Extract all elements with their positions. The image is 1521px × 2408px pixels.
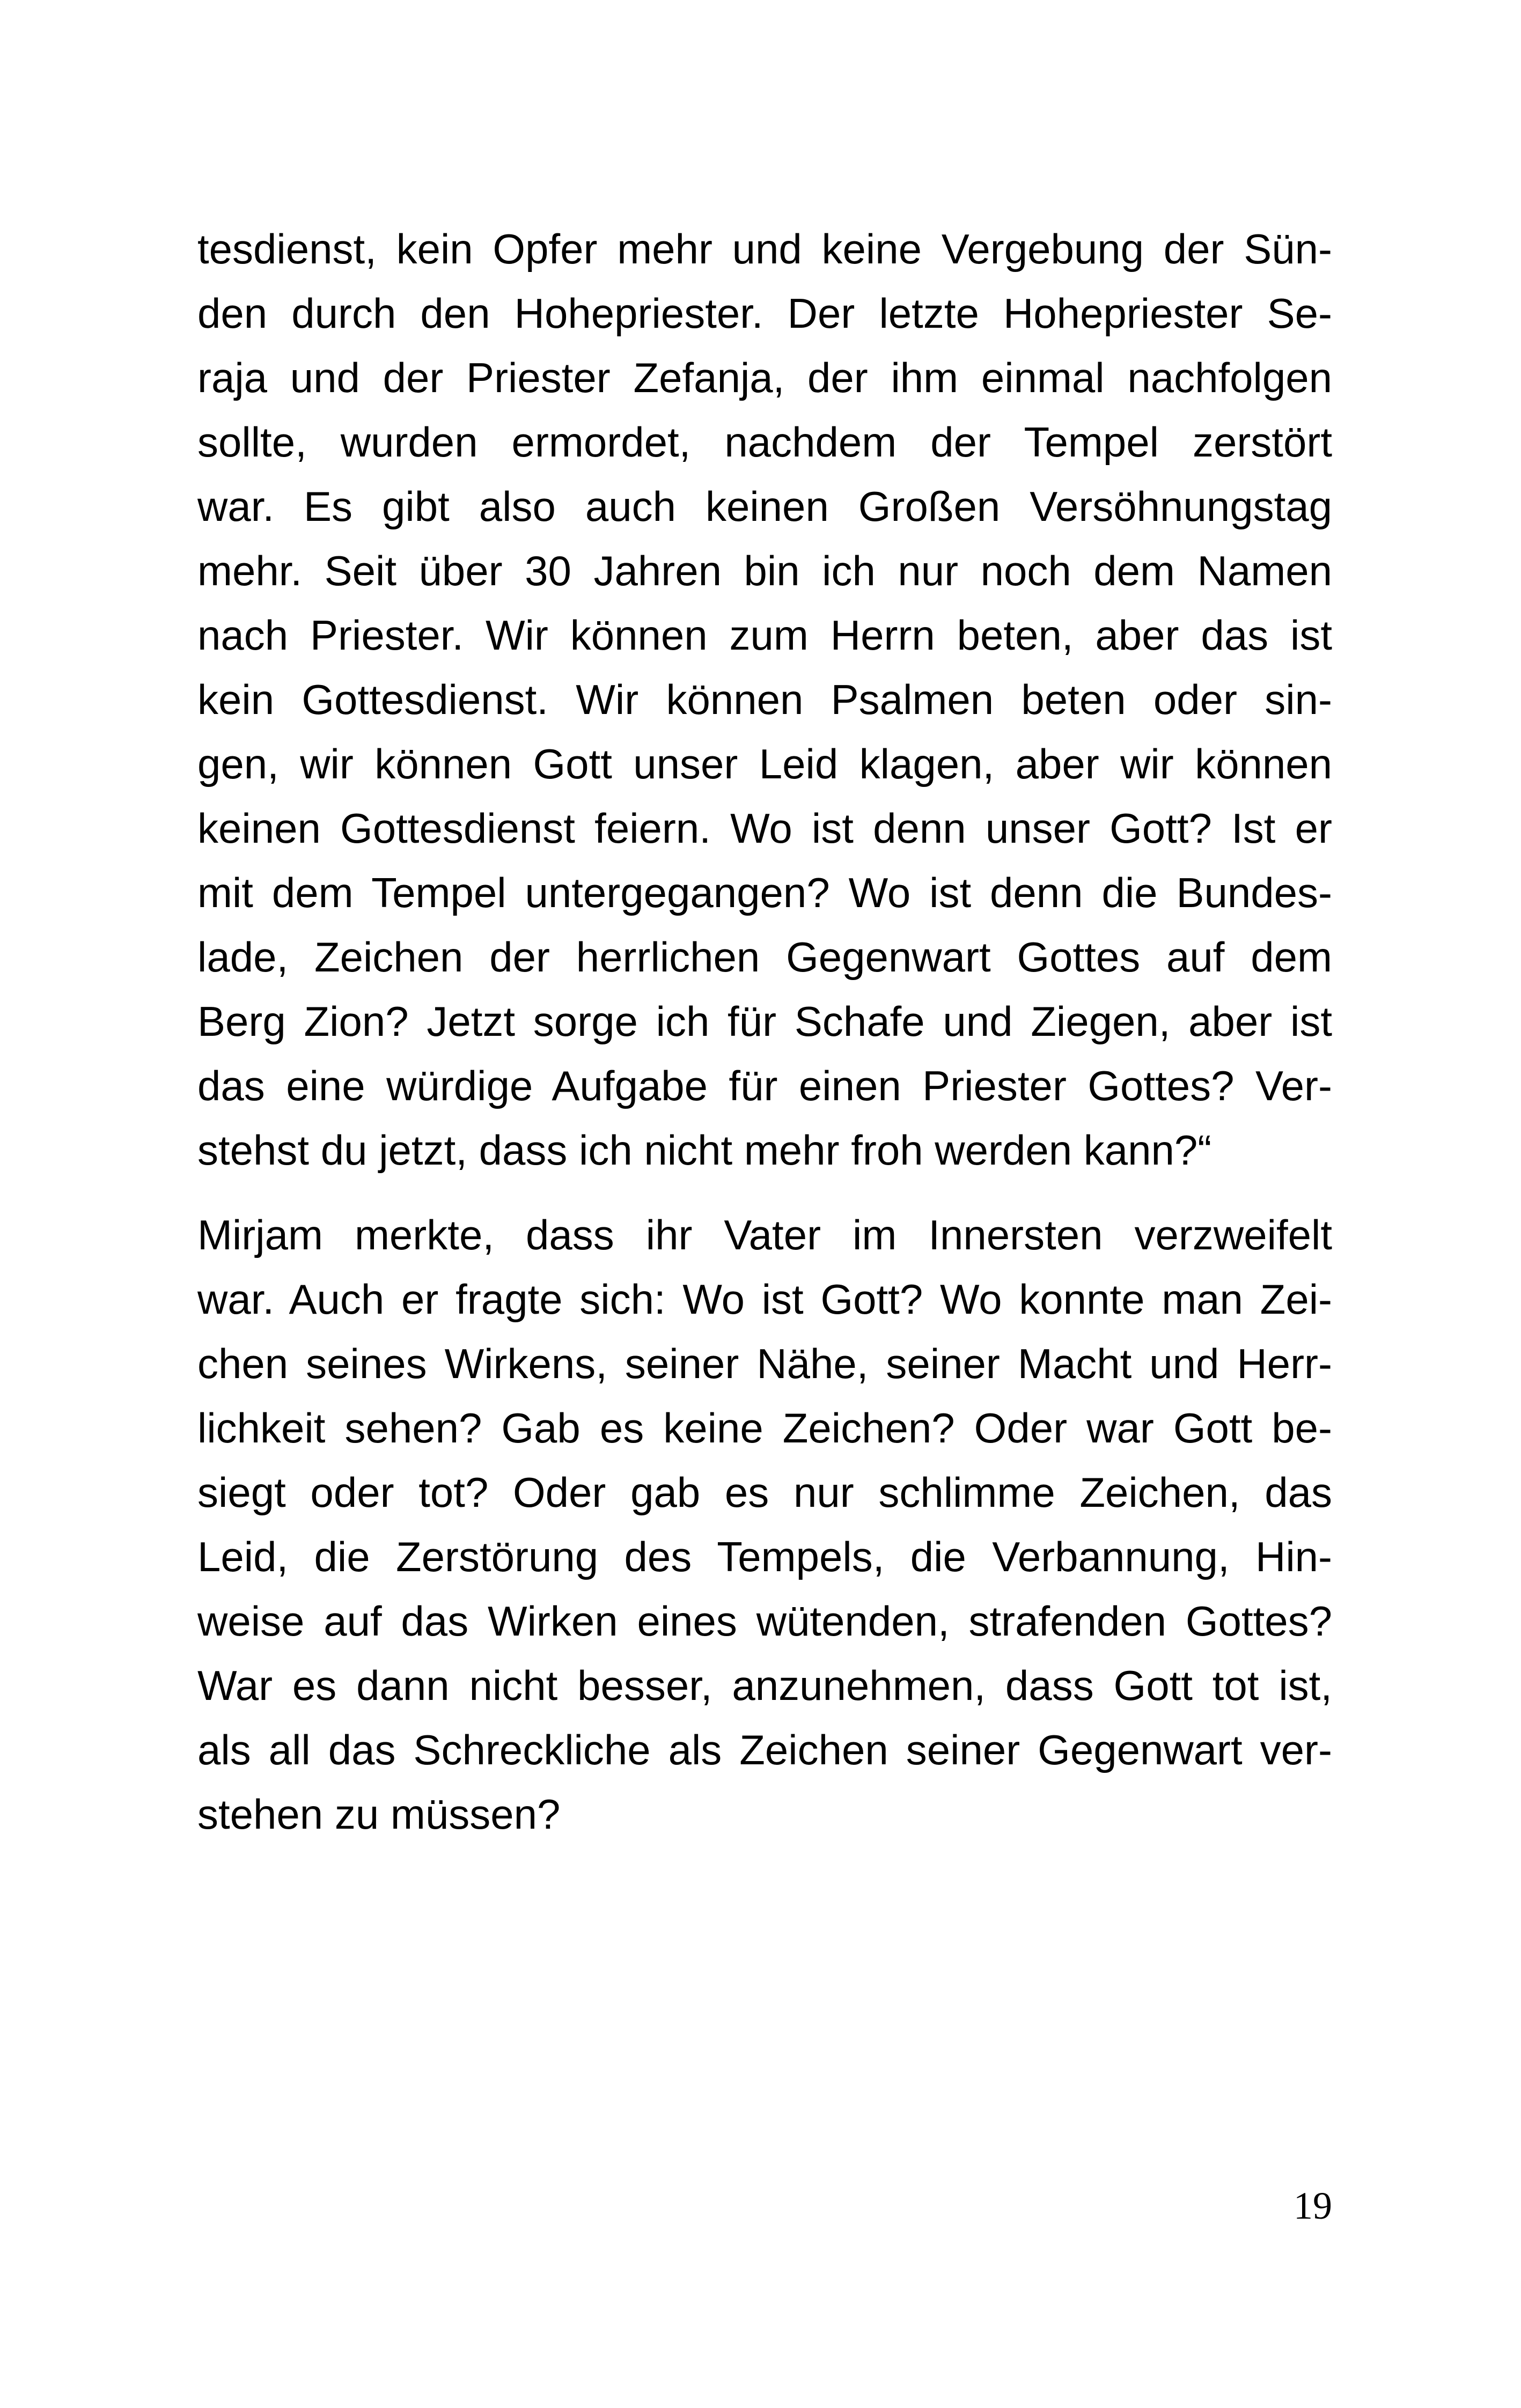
text-line: Mirjam merkte, dass ihr Vater im Innersten verzweifelt xyxy=(197,1211,1332,1258)
text-line: mit dem Tempel untergegangen? Wo ist denn die Bundes- xyxy=(197,869,1332,916)
text-line: gen, wir können Gott unser Leid klagen, aber wir können xyxy=(197,740,1332,787)
text-line: war. Es gibt also auch keinen Großen Versöhnungstag xyxy=(197,483,1332,530)
text-line: kein Gottesdienst. Wir können Psalmen beten oder sin- xyxy=(197,676,1332,723)
text-line: den durch den Hohepriester. Der letzte Hohepriester Se- xyxy=(197,290,1332,337)
paragraph-2 xyxy=(197,1203,1332,1846)
text-line: sollte, wurden ermordet, nachdem der Tempel zerstört xyxy=(197,418,1332,466)
text-line: nach Priester. Wir können zum Herrn beten, aber das ist xyxy=(197,612,1332,659)
page-number: 19 xyxy=(1294,2184,1332,2227)
text-line: weise auf das Wirken eines wütenden, strafenden Gottes? xyxy=(197,1597,1332,1645)
text-line: tesdienst, kein Opfer mehr und keine Vergebung der Sün- xyxy=(197,225,1332,273)
paragraph-1 xyxy=(197,217,1332,1182)
text-line: das eine würdige Aufgabe für einen Priester Gottes? Ver- xyxy=(197,1062,1332,1109)
text-line: War es dann nicht besser, anzunehmen, dass Gott tot ist, xyxy=(197,1662,1332,1709)
text-line: keinen Gottesdienst feiern. Wo ist denn unser Gott? Ist er xyxy=(197,805,1332,852)
text-line: raja und der Priester Zefanja, der ihm einmal nachfolgen xyxy=(197,354,1332,401)
text-line: Berg Zion? Jetzt sorge ich für Schafe und Ziegen, aber ist xyxy=(197,998,1332,1045)
text-line: lade, Zeichen der herrlichen Gegenwart Gottes auf dem xyxy=(197,933,1332,981)
text-line: stehen zu müssen? xyxy=(197,1791,561,1838)
text-line: siegt oder tot? Oder gab es nur schlimme Zeichen, das xyxy=(197,1469,1332,1516)
text-line: als all das Schreckliche als Zeichen seiner Gegenwart ver- xyxy=(197,1726,1332,1773)
text-line: mehr. Seit über 30 Jahren bin ich nur noch dem Namen xyxy=(197,547,1332,594)
text-line: lichkeit sehen? Gab es keine Zeichen? Oder war Gott be- xyxy=(197,1404,1332,1452)
text-line: Leid, die Zerstörung des Tempels, die Verbannung, Hin- xyxy=(197,1533,1332,1580)
text-line: stehst du jetzt, dass ich nicht mehr froh werden kann?“ xyxy=(197,1126,1212,1174)
text-line: chen seines Wirkens, seiner Nähe, seiner Macht und Herr- xyxy=(197,1340,1332,1387)
text-line: war. Auch er fragte sich: Wo ist Gott? Wo konnte man Zei- xyxy=(197,1276,1332,1323)
